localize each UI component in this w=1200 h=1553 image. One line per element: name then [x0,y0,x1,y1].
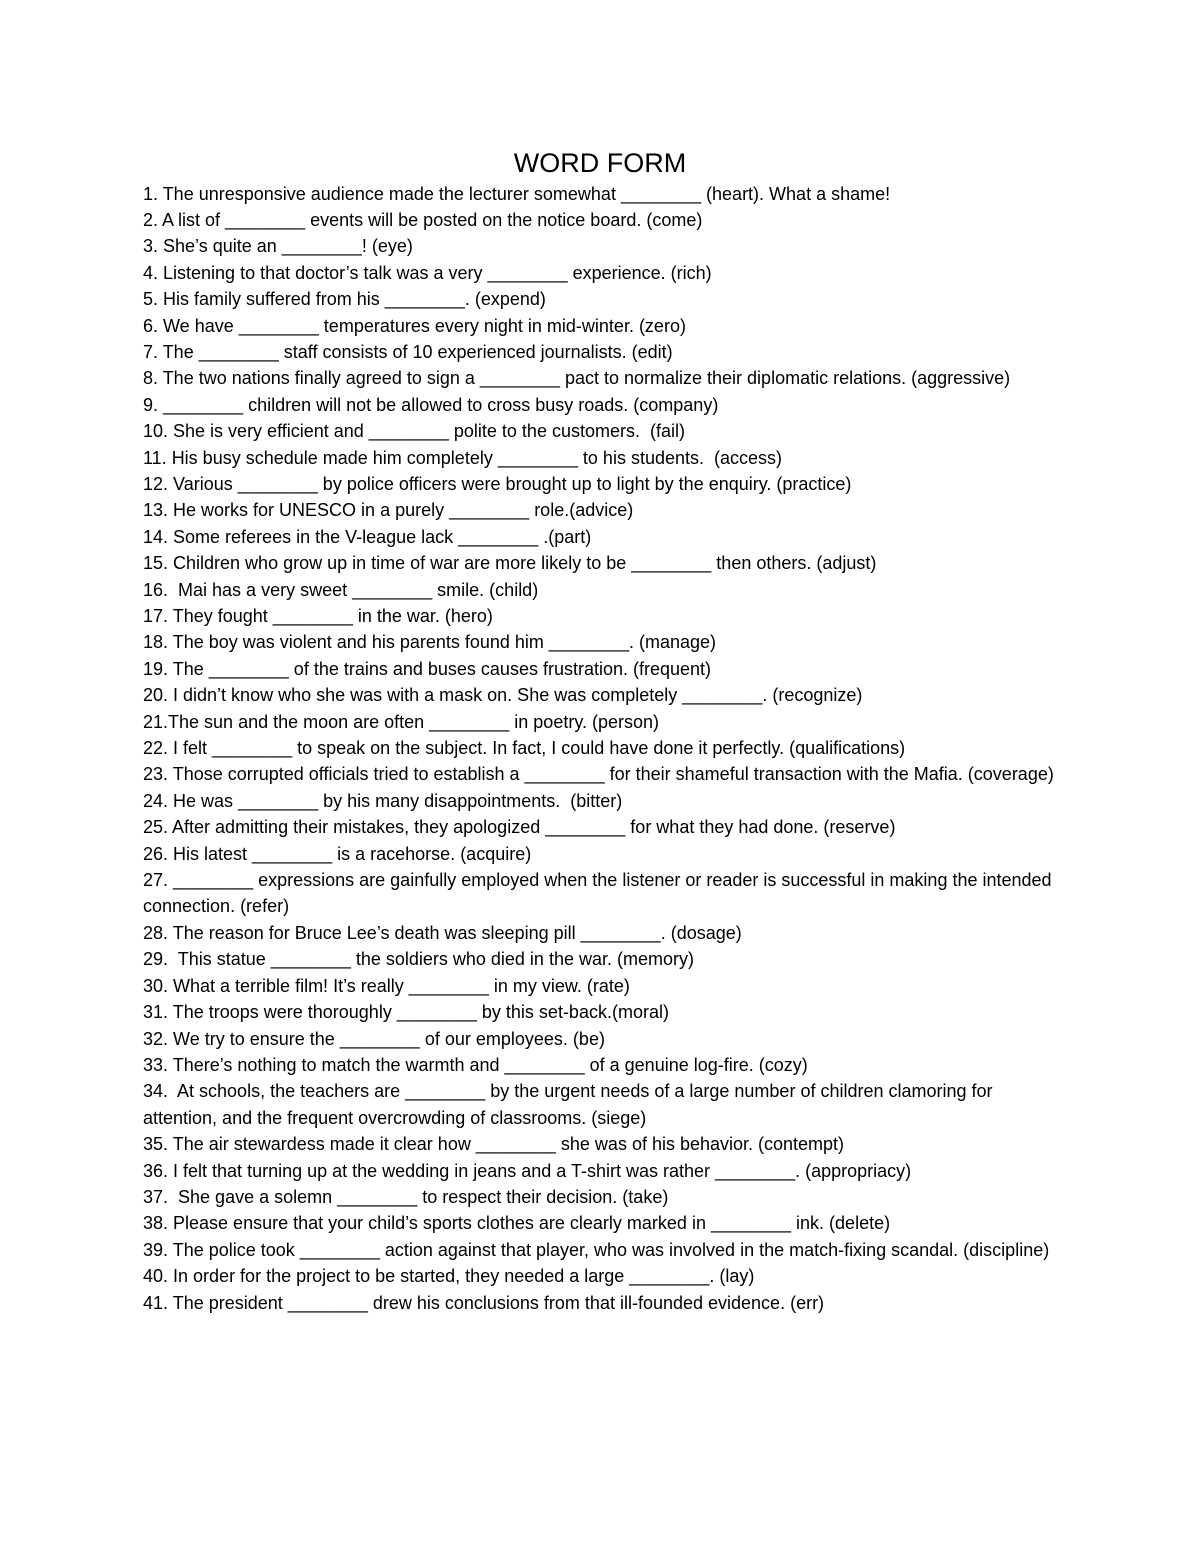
question-item: 31. The troops were thoroughly ________ by this set-back.(moral) [143,1002,669,1023]
question-item: 27. ________ expressions are gainfully employed when the listener or reader is successful in making the intended connection. (refer) [143,870,1057,917]
question-item: 10. She is very efficient and ________ polite to the customers. (fail) [143,421,685,442]
page-title: WORD FORM [513,148,687,178]
question-item: 30. What a terrible film! It’s really ________ in my view. (rate) [143,975,630,996]
question-item: 7. The ________ staff consists of 10 experienced journalists. (edit) [143,341,673,362]
question-item: 39. The police took ________ action against that player, who was involved in the match-fixing scandal. (discipline) [143,1239,1050,1260]
question-item: 35. The air stewardess made it clear how ________ she was of his behavior. (contempt) [143,1134,845,1155]
question-item: 40. In order for the project to be started, they needed a large ________. (lay) [143,1266,755,1287]
question-item: 3. She’s quite an ________! (eye) [143,236,413,257]
question-item: 29. This statue ________ the soldiers who died in the war. (memory) [143,949,694,970]
question-item: 18. The boy was violent and his parents found him ________. (manage) [143,632,717,653]
question-item: 1. The unresponsive audience made the lecturer somewhat ________ (heart). What a shame! [143,183,891,204]
question-item: 4. Listening to that doctor’s talk was a very ________ experience. (rich) [143,262,712,283]
question-item: 37. She gave a solemn ________ to respect their decision. (take) [143,1186,669,1207]
question-item: 21.The sun and the moon are often ________ in poetry. (person) [143,711,660,732]
question-item: 28. The reason for Bruce Lee’s death was sleeping pill ________. (dosage) [143,922,742,943]
question-item: 12. Various ________ by police officers were brought up to light by the enquiry. (practice) [143,473,852,494]
question-item: 15. Children who grow up in time of war are more likely to be ________ then others. (adjust) [143,553,877,574]
question-item: 33. There’s nothing to match the warmth and ________ of a genuine log-fire. (cozy) [143,1054,808,1075]
question-item: 19. The ________ of the trains and buses causes frustration. (frequent) [143,658,712,679]
question-item: 17. They fought ________ in the war. (hero) [143,606,493,626]
question-item: 22. I felt ________ to speak on the subject. In fact, I could have done it perfectly. (qualifications) [143,738,906,759]
question-item: 26. His latest ________ is a racehorse. (acquire) [143,843,532,864]
question-item: 25. After admitting their mistakes, they apologized ________ for what they had done. (reserve) [143,817,896,838]
question-item: 23. Those corrupted officials tried to establish a ________ for their shameful transaction with the Mafia. (coverage) [143,764,1054,785]
question-item: 20. I didn’t know who she was with a mask on. She was completely ________. (recognize) [143,685,863,706]
question-item: 36. I felt that turning up at the wedding in jeans and a T-shirt was rather ________. (appropriacy) [143,1160,912,1181]
question-item: 16. Mai has a very sweet ________ smile. (child) [143,579,539,600]
question-item: 8. The two nations finally agreed to sign a ________ pact to normalize their diplomatic relations. (aggressive) [143,368,1011,389]
question-item: 34. At schools, the teachers are ________ by the urgent needs of a large number of children clamoring for attention, and the frequent overcrowding of classrooms. (siege) [143,1081,998,1128]
question-item: 9. ________ children will not be allowed to cross busy roads. (company) [143,394,719,415]
question-item: 2. A list of ________ events will be posted on the notice board. (come) [143,209,703,230]
question-item: 11. His busy schedule made him completely ________ to his students. (access) [143,447,782,468]
question-item: 14. Some referees in the V-league lack ________ .(part) [143,526,592,547]
question-item: 6. We have ________ temperatures every night in mid-winter. (zero) [143,315,686,336]
question-item: 13. He works for UNESCO in a purely ________ role.(advice) [143,500,634,521]
question-item: 32. We try to ensure the ________ of our employees. (be) [143,1028,605,1049]
question-item: 24. He was ________ by his many disappointments. (bitter) [143,790,623,811]
question-item: 5. His family suffered from his ________. (expend) [143,289,546,310]
question-list [143,181,1063,1316]
question-item: 41. The president ________ drew his conclusions from that ill-founded evidence. (err) [143,1292,825,1313]
question-item: 38. Please ensure that your child’s sports clothes are clearly marked in ________ ink. (delete) [143,1213,891,1234]
